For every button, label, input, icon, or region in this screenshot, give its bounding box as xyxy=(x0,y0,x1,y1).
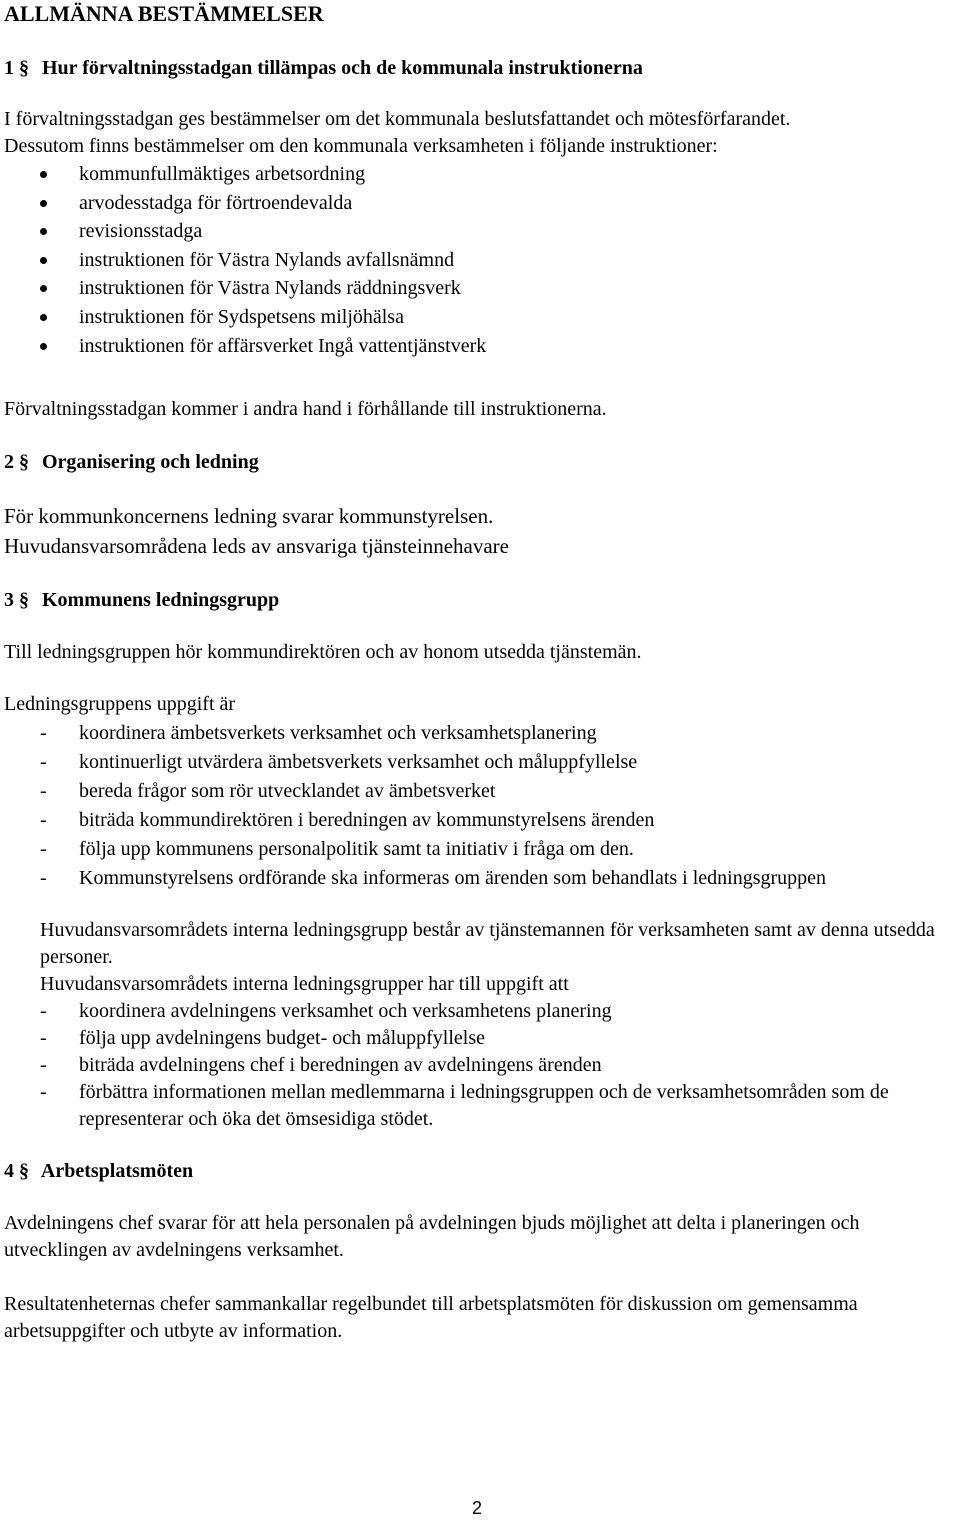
list-item: - biträda kommundirektören i beredningen av kommunstyrelsens ärenden xyxy=(4,806,826,835)
dash-icon: - xyxy=(40,1081,47,1103)
list-item: - Kommunstyrelsens ordförande ska informeras om ärenden som behandlats i ledningsgruppen xyxy=(4,864,826,893)
paragraph: Avdelningens chef svarar för att hela personalen på avdelningen bjuds möjlighet att delta i planeringen och utvecklingen av avdelningens verksamhet. xyxy=(4,1212,860,1261)
list-item: kommunfullmäktiges arbetsordning xyxy=(4,160,486,189)
paragraph: Förvaltningsstadgan kommer i andra hand i förhållande till instruktionerna. xyxy=(4,398,607,420)
dash-icon: - xyxy=(40,809,47,831)
paragraph: Huvudansvarsområdets interna ledningsgrupp består av tjänstemannen för verksamheten samt av denna utsedda personer. xyxy=(40,919,935,968)
dash-icon: - xyxy=(40,838,47,860)
bullet-icon xyxy=(40,171,47,178)
paragraph: Resultatenheternas chefer sammankallar regelbundet till arbetsplatsmöten för diskussion om gemensamma arbetsuppgifter och utbyte av information. xyxy=(4,1293,858,1342)
list-item: instruktionen för affärsverket Ingå vattentjänstverk xyxy=(4,332,486,361)
section-sign-icon: § xyxy=(19,589,29,611)
paragraph-line: Huvudansvarsområdena leds av ansvariga tjänsteinnehavare xyxy=(4,534,509,558)
page-number: 2 xyxy=(472,1498,483,1518)
list-item: - koordinera avdelningens verksamhet och verksamhetens planering xyxy=(4,998,959,1025)
dash-icon: - xyxy=(40,1000,47,1022)
paragraph: Till ledningsgruppen hör kommundirektören och av honom utsedda tjänstemän. xyxy=(4,641,642,663)
dash-icon: - xyxy=(40,867,47,889)
list-item: instruktionen för Västra Nylands avfallsnämnd xyxy=(4,246,486,275)
list-item: - förbättra informationen mellan medlemmarna i ledningsgruppen och de verksamhetsområden som de representerar och öka det ömsesidiga stödet. xyxy=(40,1081,889,1130)
paragraph-line: Dessutom finns bestämmelser om den kommunala verksamheten i följande instruktioner: xyxy=(4,135,718,157)
section-title: Kommunens ledningsgrupp xyxy=(42,589,280,611)
paragraph: Huvudansvarsområdets interna ledningsgrupper har till uppgift att xyxy=(40,973,569,995)
list-item: - biträda avdelningens chef i beredningen av avdelningens ärenden xyxy=(4,1052,959,1079)
bullet-icon xyxy=(40,257,47,264)
list-item: - koordinera ämbetsverkets verksamhet och verksamhetsplanering xyxy=(4,719,826,748)
bullet-icon xyxy=(40,228,47,235)
list-item: - kontinuerligt utvärdera ämbetsverkets verksamhet och måluppfyllelse xyxy=(4,748,826,777)
section-sign-icon: § xyxy=(19,1160,29,1182)
section-title: Organisering och ledning xyxy=(42,451,259,473)
paragraph-line: I förvaltningsstadgan ges bestämmelser om det kommunala beslutsfattandet och mötesförfarandet. xyxy=(4,108,791,130)
bullet-icon xyxy=(40,314,47,321)
dash-icon: - xyxy=(40,1054,47,1076)
section-3-heading xyxy=(4,586,279,614)
section-number: 3 xyxy=(4,589,14,611)
internal-tasks-list xyxy=(4,998,959,1133)
instructions-list xyxy=(4,160,486,360)
list-item: - följa upp avdelningens budget- och måluppfyllelse xyxy=(4,1025,959,1052)
section-2-heading xyxy=(4,448,259,476)
section-sign-icon: § xyxy=(19,57,29,79)
section-1-heading xyxy=(4,54,643,82)
list-item: arvodesstadga för förtroendevalda xyxy=(4,189,486,218)
list-item: - bereda frågor som rör utvecklandet av ämbetsverket xyxy=(4,777,826,806)
page-title: ALLMÄNNA BESTÄMMELSER xyxy=(4,1,324,26)
section-sign-icon: § xyxy=(19,451,29,473)
section-number: 4 xyxy=(4,1160,14,1182)
dash-icon: - xyxy=(40,722,47,744)
section-number: 2 xyxy=(4,451,14,473)
list-item: instruktionen för Sydspetsens miljöhälsa xyxy=(4,303,486,332)
bullet-icon xyxy=(40,285,47,292)
bullet-icon xyxy=(40,200,47,207)
leadership-tasks-list xyxy=(4,719,826,893)
list-item: instruktionen för Västra Nylands räddningsverk xyxy=(4,274,486,303)
list-intro: Ledningsgruppens uppgift är xyxy=(4,693,236,715)
bullet-icon xyxy=(40,343,47,350)
dash-icon: - xyxy=(40,780,47,802)
dash-icon: - xyxy=(40,751,47,773)
section-title: Arbetsplatsmöten xyxy=(40,1160,194,1182)
section-title: Hur förvaltningsstadgan tillämpas och de kommunala instruktionerna xyxy=(42,57,643,79)
list-item: revisionsstadga xyxy=(4,217,486,246)
paragraph-line: För kommunkoncernens ledning svarar kommunstyrelsen. xyxy=(4,504,494,528)
list-item: - följa upp kommunens personalpolitik samt ta initiativ i fråga om den. xyxy=(4,835,826,864)
section-number: 1 xyxy=(4,57,14,79)
section-4-heading xyxy=(4,1157,193,1185)
dash-icon: - xyxy=(40,1027,47,1049)
